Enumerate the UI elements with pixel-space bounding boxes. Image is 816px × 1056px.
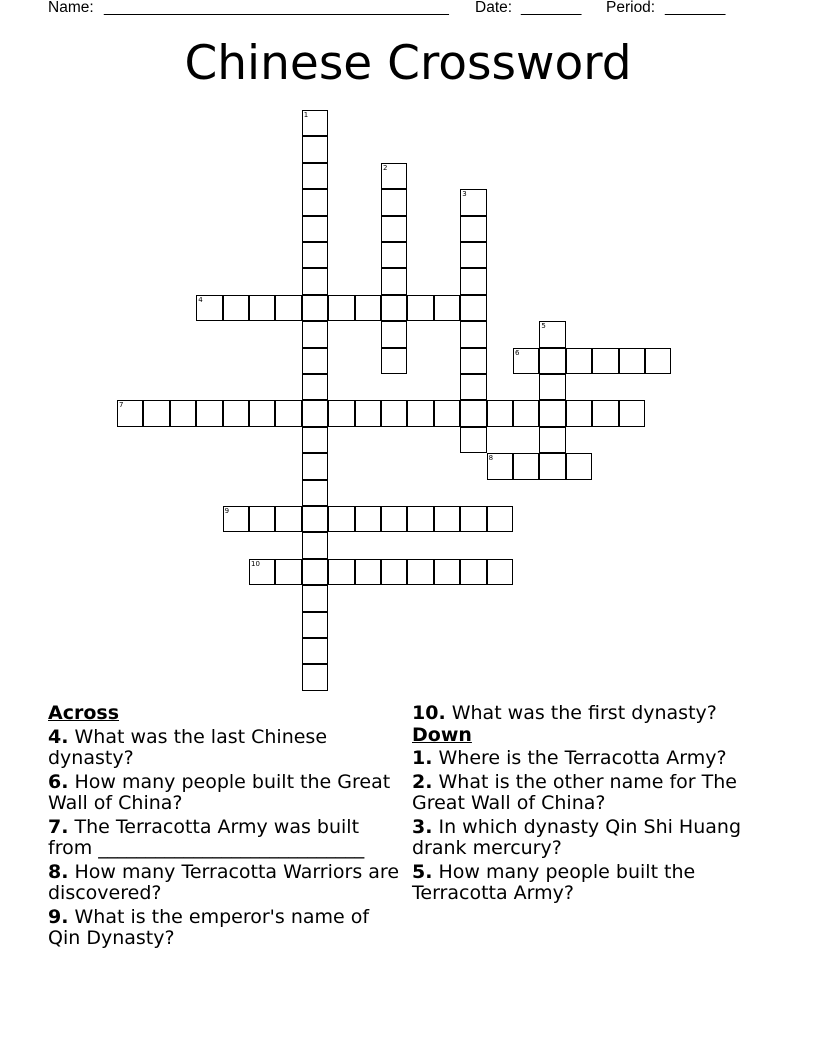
grid-cell[interactable] [381,216,407,242]
grid-cell[interactable] [539,400,565,426]
grid-cell[interactable] [355,295,381,321]
clue-text: What is the emperor's name of Qin Dynasty? [48,905,370,949]
grid-cell[interactable] [196,295,222,321]
grid-cell[interactable] [566,348,592,374]
clue-number: 2 [383,163,388,172]
grid-cell[interactable] [460,295,486,321]
grid-cell[interactable] [249,400,275,426]
grid-cell[interactable] [328,559,354,585]
grid-cell[interactable] [381,506,407,532]
clue-item [48,907,404,950]
grid-cell[interactable] [302,664,328,690]
grid-cell[interactable] [381,321,407,347]
clue-number: 6. [48,770,69,793]
grid-cell[interactable] [302,559,328,585]
grid-cell[interactable] [117,400,143,426]
clue-number: 9. [48,905,69,928]
grid-cell[interactable] [434,400,460,426]
grid-cell[interactable] [223,506,249,532]
clue-text: How many people built the Terracotta Army? [412,860,696,904]
grid-cell[interactable] [302,374,328,400]
grid-cell[interactable] [302,321,328,347]
grid-cell[interactable] [539,374,565,400]
clue-number: 10. [412,702,446,724]
grid-cell[interactable] [328,295,354,321]
period-blank[interactable]: _______ [665,0,726,16]
across-clue-list [48,727,404,950]
grid-cell[interactable] [302,506,328,532]
grid-cell[interactable] [487,506,513,532]
clue-text: What is the other name for The Great Wall of China? [412,770,737,814]
clue-number: 1 [303,111,309,119]
grid-cell[interactable] [355,400,381,426]
grid-cell[interactable] [302,400,328,426]
clue-text: What was the first dynasty? [451,702,717,724]
grid-cell[interactable] [539,427,565,453]
grid-cell[interactable] [460,268,486,294]
grid-cell[interactable] [249,506,275,532]
clue-number: 4. [48,725,69,748]
grid-cell[interactable] [407,400,433,426]
grid-cell[interactable] [487,559,513,585]
clue-text: In which dynasty Qin Shi Huang drank mercury? [412,815,742,859]
clue-number: 8. [48,860,69,883]
clue-number: 8 [488,454,494,463]
grid-cell[interactable] [381,400,407,426]
clue-number: 2. [412,770,433,793]
grid-cell[interactable] [381,295,407,321]
clue-item [48,862,404,905]
grid-cell[interactable] [302,638,328,664]
grid-cell[interactable] [170,400,196,426]
down-clues [412,703,768,905]
grid-cell[interactable] [249,295,275,321]
grid-cell[interactable] [275,559,301,585]
grid-cell[interactable] [223,400,249,426]
grid-cell[interactable] [302,242,328,268]
grid-cell[interactable] [302,110,328,136]
grid-cell[interactable] [460,400,486,426]
across-clue-overflow [412,703,768,725]
across-heading: Across [48,702,120,724]
grid-cell[interactable] [381,189,407,215]
grid-cell[interactable] [328,506,354,532]
down-clue-list [412,748,768,905]
grid-cell[interactable] [381,242,407,268]
clue-number: 3. [412,815,433,838]
clue-number: 6 [515,348,520,357]
grid-cell[interactable] [355,559,381,585]
grid-cell[interactable] [407,559,433,585]
grid-cell[interactable] [275,400,301,426]
grid-cell[interactable] [143,400,169,426]
date-label: Date: [475,0,513,16]
grid-cell[interactable] [566,400,592,426]
grid-cell[interactable] [592,348,618,374]
grid-cell[interactable] [460,189,486,215]
grid-cell[interactable] [619,348,645,374]
grid-cell[interactable] [302,295,328,321]
date-blank[interactable]: _______ [521,0,582,16]
grid-cell[interactable] [381,163,407,189]
clue-item [412,817,768,860]
clue-item [412,748,768,770]
grid-cell[interactable] [302,163,328,189]
grid-cell[interactable] [302,585,328,611]
grid-cell[interactable] [460,321,486,347]
grid-cell[interactable] [513,400,539,426]
grid-cell[interactable] [302,348,328,374]
grid-cell[interactable] [381,268,407,294]
grid-cell[interactable] [407,295,433,321]
grid-cell[interactable] [434,295,460,321]
grid-cell[interactable] [302,532,328,558]
grid-cell[interactable] [434,506,460,532]
grid-cell[interactable] [460,559,486,585]
grid-cell[interactable] [249,559,275,585]
grid-cell[interactable] [539,348,565,374]
grid-cell[interactable] [619,400,645,426]
grid-cell[interactable] [487,400,513,426]
clue-item [48,772,404,815]
clue-item [48,817,404,860]
grid-cell[interactable] [460,242,486,268]
grid-cell[interactable] [487,453,513,479]
clue-number: 4 [198,295,203,304]
name-label: Name: [48,0,94,16]
grid-cell[interactable] [302,612,328,638]
clue-text: How many people built the Great Wall of China? [48,770,391,814]
grid-cell[interactable] [460,506,486,532]
clue-text: How many Terracotta Warriors are discovered? [48,860,400,904]
grid-cell[interactable] [302,480,328,506]
grid-cell[interactable] [407,506,433,532]
grid-cell[interactable] [592,400,618,426]
grid-cell[interactable] [645,348,671,374]
page-title: Chinese Crossword [184,36,632,91]
grid-cell[interactable] [566,453,592,479]
grid-cell[interactable] [434,559,460,585]
grid-cell[interactable] [328,400,354,426]
grid-cell[interactable] [460,374,486,400]
grid-cell[interactable] [302,453,328,479]
grid-cell[interactable] [355,506,381,532]
grid-cell[interactable] [513,453,539,479]
grid-cell[interactable] [302,216,328,242]
period-label: Period: [606,0,656,16]
across-clues [48,703,404,950]
clue-number: 5. [412,860,433,883]
clue-item [412,703,768,725]
grid-cell[interactable] [196,400,222,426]
name-blank[interactable]: ________________________________________ [104,0,449,16]
grid-cell[interactable] [302,268,328,294]
clue-item [412,862,768,905]
clue-text: The Terracotta Army was built from ____________________________ [48,815,365,859]
clue-number: 10 [251,559,260,568]
grid-cell[interactable] [223,295,249,321]
clue-number: 7 [119,401,124,410]
grid-cell[interactable] [460,348,486,374]
clue-number: 5 [541,322,546,331]
clue-number: 3 [462,190,467,199]
grid-cell[interactable] [275,506,301,532]
clue-item [48,727,404,770]
clue-text: Where is the Terracotta Army? [438,747,727,769]
grid-cell[interactable] [275,295,301,321]
grid-cell[interactable] [302,189,328,215]
grid-cell[interactable] [302,136,328,162]
grid-cell[interactable] [539,321,565,347]
clue-text: What was the last Chinese dynasty? [48,725,328,769]
clue-number: 1. [412,747,433,769]
grid-cell[interactable] [381,348,407,374]
down-heading: Down [412,723,472,746]
clue-number: 7. [48,815,69,838]
clue-item [412,772,768,815]
grid-cell[interactable] [539,453,565,479]
grid-cell[interactable] [302,427,328,453]
grid-cell[interactable] [381,559,407,585]
clue-number: 9 [224,507,230,515]
grid-cell[interactable] [513,348,539,374]
grid-cell[interactable] [460,216,486,242]
grid-cell[interactable] [460,427,486,453]
